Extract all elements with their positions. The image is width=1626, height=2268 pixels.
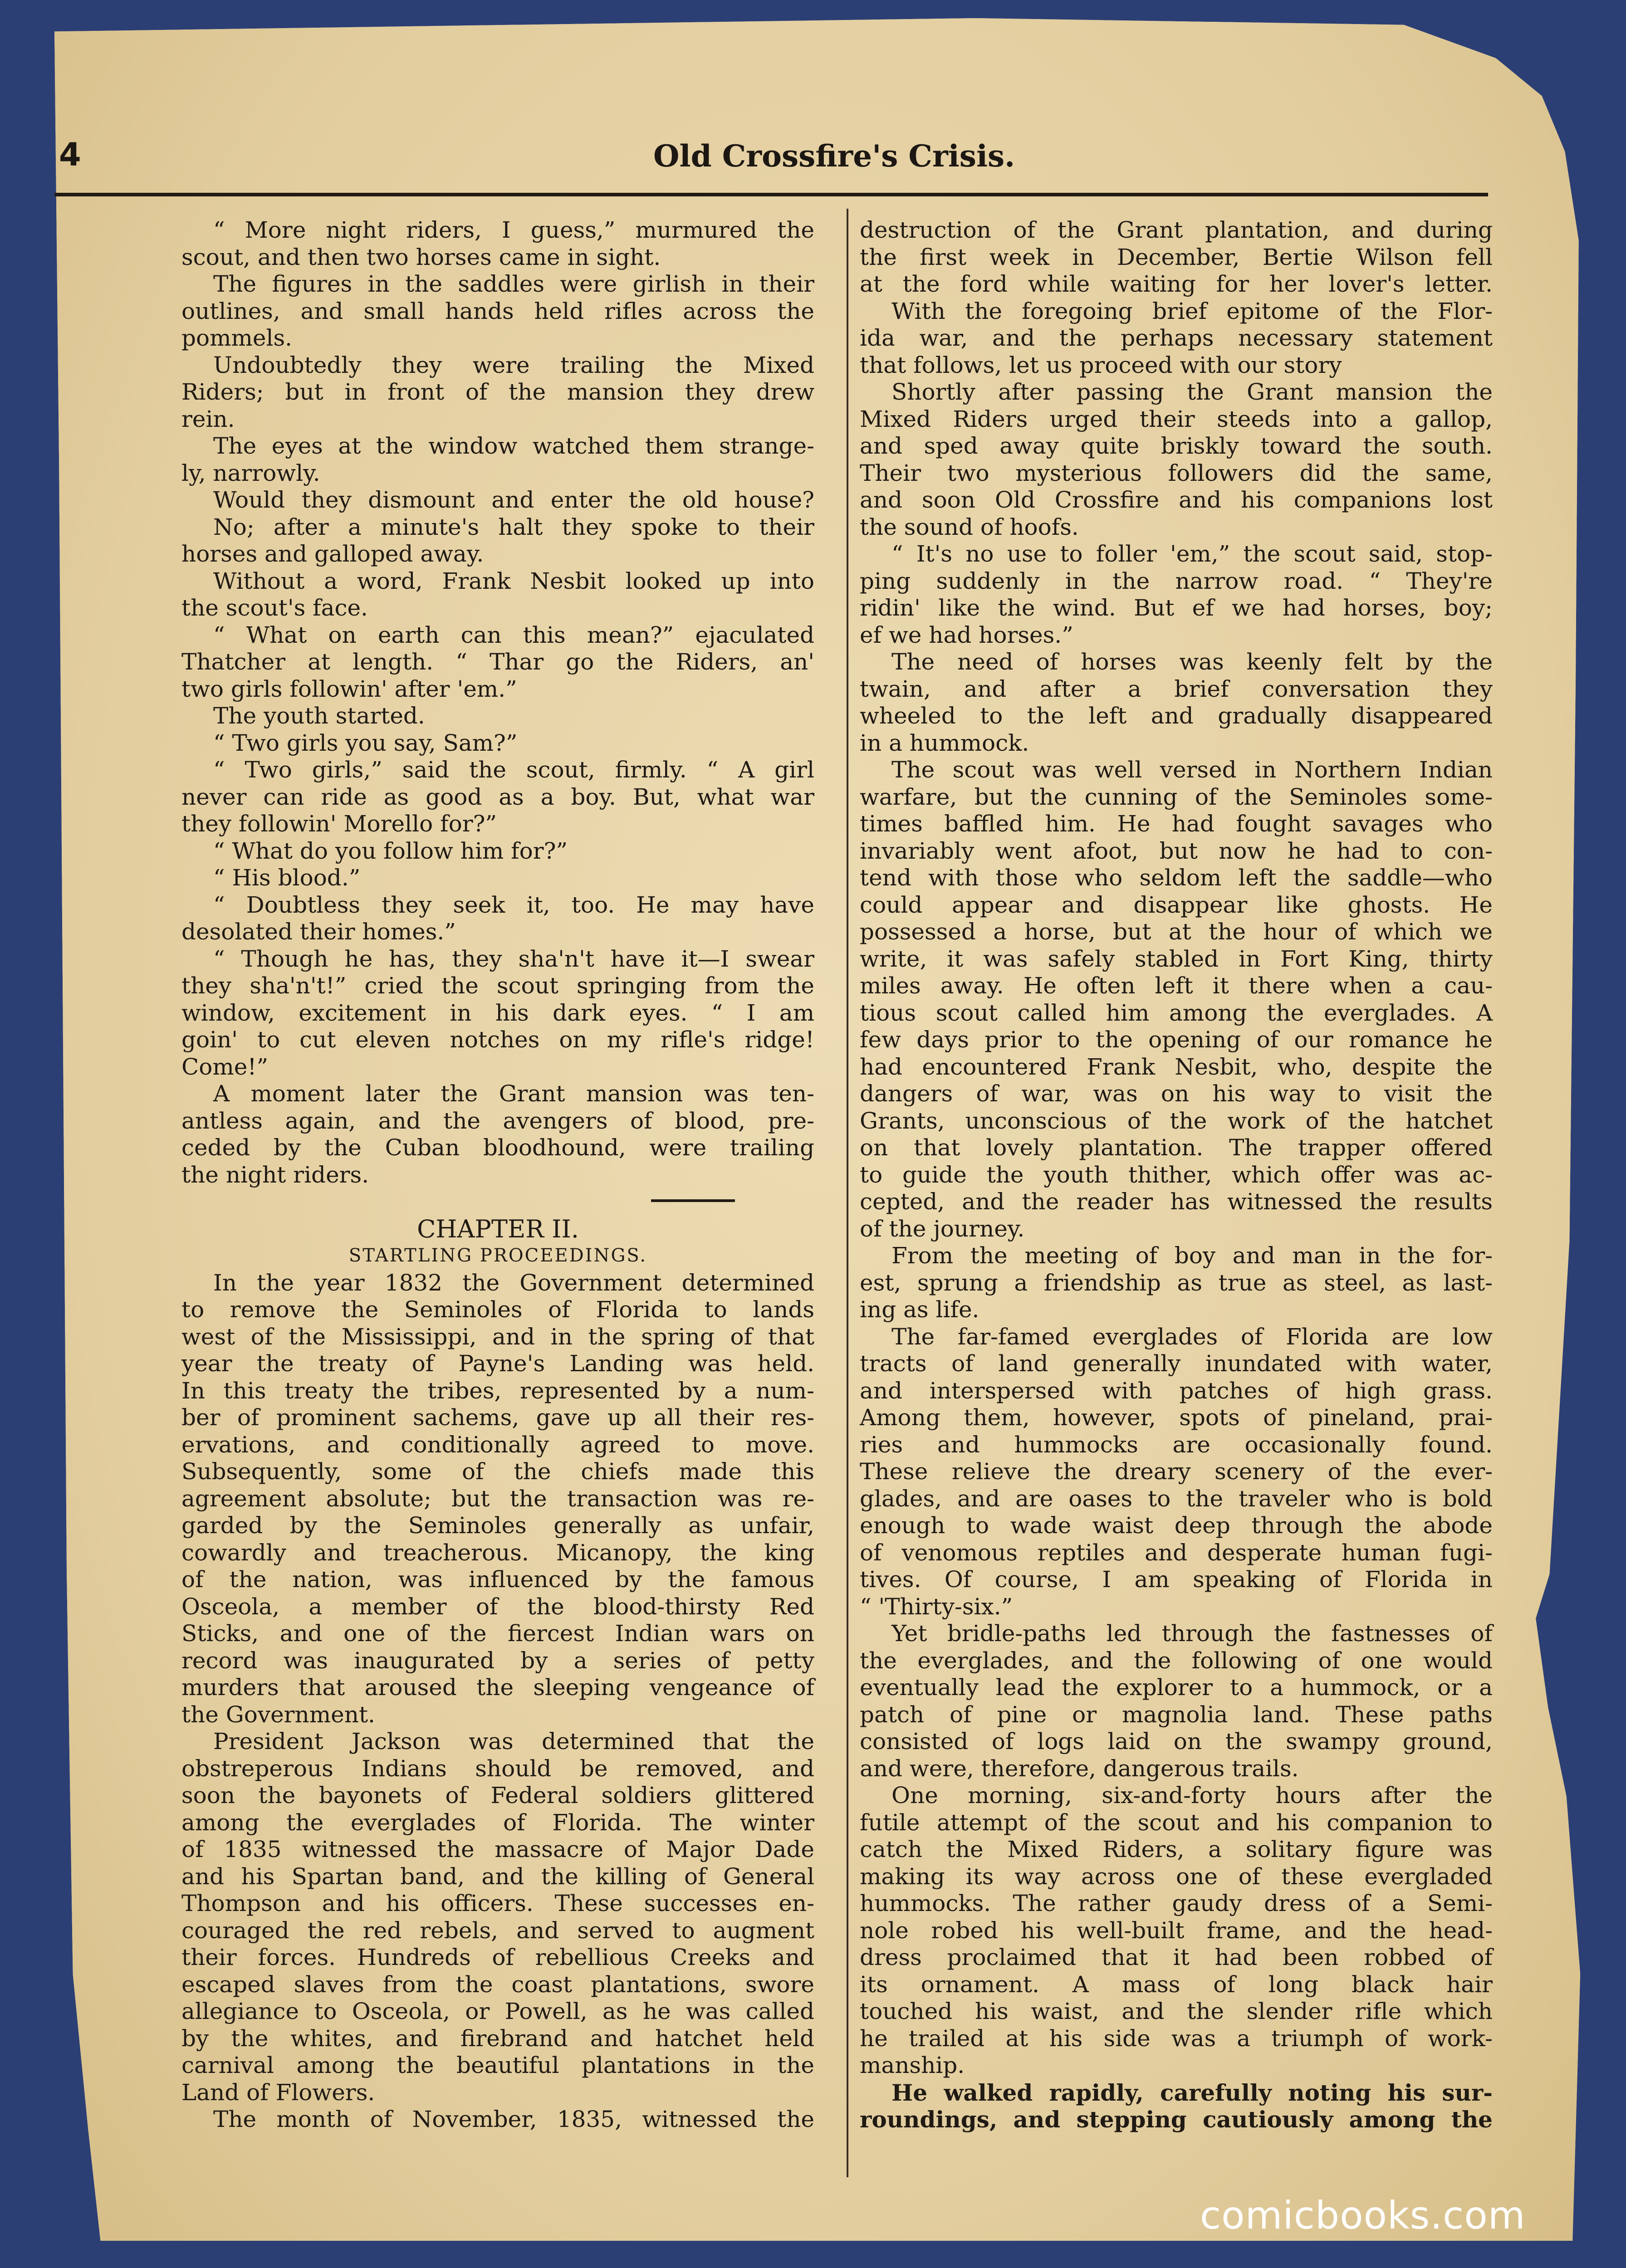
left-column-text-line: “ Doubtless they seek it, too. He may have <box>213 891 814 918</box>
left-column-text-line: by the whites, and firebrand and hatchet held <box>181 2025 814 2052</box>
left-column-text-line: Thompson and his officers. These successes en- <box>181 1890 814 1916</box>
left-column-text-line: The youth started. <box>213 703 425 729</box>
right-column-text-line: He walked rapidly, carefully noting his sur- <box>891 2079 1493 2106</box>
right-column-text-line: dress proclaimed that it had been robbed of <box>860 1944 1493 1970</box>
left-column-text-line: of 1835 witnessed the massacre of Major Dade <box>181 1836 814 1862</box>
chapter-heading: CHAPTER II. <box>417 1214 579 1243</box>
left-column-text-line: ervations, and conditionally agreed to move. <box>181 1431 814 1458</box>
left-column-text-line: The month of November, 1835, witnessed the <box>213 2106 814 2132</box>
left-column-text-line: year the treaty of Payne's Landing was held. <box>181 1350 814 1377</box>
left-column-text-line: soon the bayonets of Federal soldiers glittered <box>181 1782 814 1809</box>
right-column-text-line: touched his waist, and the slender rifle which <box>860 1998 1493 2024</box>
right-column-text-line: From the meeting of boy and man in the for- <box>891 1242 1493 1269</box>
right-column-text-line: glades, and are oases to the traveler who is bold <box>860 1485 1493 1512</box>
left-column-text-line: they followin' Morello for?” <box>181 811 497 837</box>
right-column-text-line: the first week in December, Bertie Wilson fell <box>860 244 1493 270</box>
left-column-text-line: pommels. <box>181 325 293 351</box>
right-column-text-line: few days prior to the opening of our romance he <box>860 1026 1493 1053</box>
left-column-text-line: desolated their homes.” <box>181 919 456 945</box>
right-column-text-line: The far-famed everglades of Florida are low <box>891 1323 1493 1350</box>
left-column-text-line: and his Spartan band, and the killing of General <box>181 1863 814 1890</box>
right-column-text-line: the sound of hoofs. <box>860 513 1079 540</box>
right-column-text-line: wheeled to the left and gradually disappeared <box>860 703 1493 729</box>
right-column-text-line: consisted of logs laid on the swampy ground, <box>860 1728 1493 1755</box>
left-column-text-line: ceded by the Cuban bloodhound, were trailing <box>181 1134 814 1161</box>
right-column-text-line: ping suddenly in the narrow road. “ They're <box>860 567 1493 594</box>
right-column-text-line: Their two mysterious followers did the same, <box>860 459 1493 486</box>
right-column-text-line: he trailed at his side was a triumph of work- <box>860 2025 1493 2052</box>
page-number: 4 <box>59 136 81 173</box>
right-column-text-line: had encountered Frank Nesbit, who, despite the <box>860 1053 1493 1080</box>
left-column-text-line: west of the Mississippi, and in the spring of that <box>181 1323 814 1350</box>
left-column-text-line: the scout's face. <box>181 595 368 621</box>
right-column-text-line: to guide the youth thither, which offer was ac- <box>860 1161 1493 1188</box>
left-column-text-line: couraged the red rebels, and served to augment <box>181 1917 814 1944</box>
left-column-text-line: “ His blood.” <box>213 865 361 891</box>
right-column-text-line: ridin' like the wind. But ef we had horses, boy; <box>860 595 1493 621</box>
right-column-text-line: manship. <box>860 2052 965 2078</box>
right-column-text-line: on that lovely plantation. The trapper offered <box>860 1134 1493 1161</box>
left-column-text-line: of the nation, was influenced by the famous <box>181 1566 814 1593</box>
right-column-text-line: One morning, six-and-forty hours after the <box>891 1782 1493 1809</box>
left-column-text-line: ly, narrowly. <box>181 459 320 486</box>
left-column-text-line: obstreperous Indians should be removed, and <box>181 1755 814 1782</box>
column-divider <box>847 209 848 2177</box>
left-column-text-line: ber of prominent sachems, gave up all their res- <box>181 1404 814 1431</box>
right-column-text-line: Yet bridle-paths led through the fastnesses of <box>891 1620 1493 1647</box>
right-column-text-line: Among them, however, spots of pineland, prai- <box>860 1404 1493 1431</box>
right-column-text-line: of venomous reptiles and desperate human fugi- <box>860 1539 1493 1566</box>
right-column-text-line: tracts of land generally inundated with water, <box>860 1350 1493 1377</box>
right-column-text-line: times baffled him. He had fought savages who <box>860 811 1493 837</box>
right-column-text-line: at the ford while waiting for her lover's letter. <box>860 271 1493 297</box>
right-column-text-line: The need of horses was keenly felt by the <box>891 649 1493 675</box>
left-column-text-line: among the everglades of Florida. The winter <box>181 1809 814 1836</box>
left-column-text-line: President Jackson was determined that the <box>213 1728 814 1755</box>
right-column-text-line: warfare, but the cunning of the Seminoles some- <box>860 783 1493 810</box>
left-column-text-line: “ What on earth can this mean?” ejaculated <box>213 621 814 648</box>
left-column-text-line: “ Two girls,” said the scout, firmly. “ A girl <box>213 757 814 783</box>
right-column-text-line: tend with those who seldom left the saddle—who <box>860 865 1493 891</box>
watermark: comicbooks.com <box>1200 2193 1526 2238</box>
page-title: Old Crossfire's Crisis. <box>653 138 1015 174</box>
left-column-text-line: rein. <box>181 406 235 432</box>
left-column-text-line: the night riders. <box>181 1161 369 1188</box>
left-column-text-line: escaped slaves from the coast plantations, swore <box>181 1971 814 1998</box>
right-column-text-line: Shortly after passing the Grant mansion the <box>891 379 1493 405</box>
right-column-text-line: est, sprung a friendship as true as steel, as last- <box>860 1269 1493 1296</box>
right-column-text-line: enough to wade waist deep through the abode <box>860 1512 1493 1539</box>
left-column-text-line: they sha'n't!” cried the scout springing from the <box>181 973 814 999</box>
left-column-text-line: garded by the Seminoles generally as unfair, <box>181 1512 814 1539</box>
right-column-text-line: that follows, let us proceed with our story <box>860 352 1342 378</box>
right-column-text-line: With the foregoing brief epitome of the Flor- <box>891 298 1493 324</box>
right-column-text-line: tious scout called him among the everglades. A <box>860 999 1493 1026</box>
left-column-text-line: Sticks, and one of the fiercest Indian wars on <box>181 1620 814 1647</box>
left-column <box>181 217 814 2133</box>
right-column-text-line: possessed a horse, but at the hour of which we <box>860 919 1493 945</box>
right-column-text-line: ries and hummocks are occasionally found. <box>860 1431 1493 1458</box>
right-column-text-line: of the journey. <box>860 1215 1025 1242</box>
section-separator <box>181 1188 814 1216</box>
header-rule <box>54 193 1488 196</box>
right-column-text-line: These relieve the dreary scenery of the ever- <box>860 1458 1493 1485</box>
left-column-text-line: Osceola, a member of the blood-thirsty Red <box>181 1593 814 1620</box>
left-column-text-line: No; after a minute's halt they spoke to their <box>213 513 814 540</box>
left-column-text-line: carnival among the beautiful plantations in the <box>181 2052 814 2078</box>
left-column-text-line: goin' to cut eleven notches on my rifle's ridge! <box>181 1026 814 1053</box>
right-column-text-line: and sped away quite briskly toward the south. <box>860 433 1493 459</box>
right-column-text-line: in a hummock. <box>860 729 1029 756</box>
left-column-text-line: window, excitement in his dark eyes. “ I am <box>181 999 814 1026</box>
left-column-text-line: Riders; but in front of the mansion they drew <box>181 379 814 405</box>
right-column-text-line: write, it was safely stabled in Fort King, thirty <box>860 945 1493 972</box>
left-column-text-line: cowardly and treacherous. Micanopy, the king <box>181 1539 814 1566</box>
right-column-text-line: invariably went afoot, but now he had to con- <box>860 837 1493 864</box>
left-column-text-line: the Government. <box>181 1701 375 1728</box>
left-column-text-line: outlines, and small hands held rifles across the <box>181 298 814 324</box>
right-column-text-line: destruction of the Grant plantation, and during <box>860 217 1493 243</box>
left-column-text-line: A moment later the Grant mansion was ten- <box>213 1080 814 1107</box>
left-column-text-line: Would they dismount and enter the old house? <box>213 487 814 513</box>
left-column-text-line: two girls followin' after 'em.” <box>181 675 517 702</box>
left-column-text-line: In this treaty the tribes, represented by a num- <box>181 1377 814 1404</box>
left-column-text-line: Undoubtedly they were trailing the Mixed <box>213 352 814 378</box>
right-column-text-line: the everglades, and the following of one would <box>860 1647 1493 1674</box>
right-column-text-line: catch the Mixed Riders, a solitary figure was <box>860 1836 1493 1862</box>
left-column-text-line: never can ride as good as a boy. But, what war <box>181 783 814 810</box>
right-column-text-line: hummocks. The rather gaudy dress of a Semi- <box>860 1890 1493 1916</box>
left-column-text-line: In the year 1832 the Government determined <box>213 1269 814 1296</box>
right-column-text-line: could appear and disappear like ghosts. He <box>860 891 1493 918</box>
left-column-text-line: The eyes at the window watched them strange- <box>213 433 814 459</box>
right-column-text-line: tives. Of course, I am speaking of Florida in <box>860 1566 1493 1593</box>
left-column-text-line: Land of Flowers. <box>181 2079 375 2106</box>
right-column-text-line: nole robed his well-built frame, and the head- <box>860 1917 1493 1944</box>
right-column-text-line: patch of pine or magnolia land. These paths <box>860 1701 1493 1728</box>
right-column-text-line: roundings, and stepping cautiously among the <box>860 2106 1493 2133</box>
right-column-text-line: Mixed Riders urged their steeds into a gallop, <box>860 406 1493 432</box>
left-column-text-line: Come!” <box>181 1053 269 1080</box>
right-column <box>860 217 1493 2133</box>
right-column-text-line: “ 'Thirty-six.” <box>860 1593 1013 1620</box>
right-column-text-line: twain, and after a brief conversation they <box>860 675 1493 702</box>
right-column-text-line: “ It's no use to foller 'em,” the scout said, stop- <box>891 541 1493 567</box>
right-column-text-line: ef we had horses.” <box>860 621 1073 648</box>
left-column-text-line: antless again, and the avengers of blood, pre- <box>181 1107 814 1134</box>
chapter-subheading: STARTLING PROCEEDINGS. <box>348 1245 647 1266</box>
left-column-text-line: “ Two girls you say, Sam?” <box>213 729 518 756</box>
left-column-text-line: to remove the Seminoles of Florida to lands <box>181 1296 814 1323</box>
left-column-text-line: “ More night riders, I guess,” murmured the <box>213 217 814 243</box>
right-column-text-line: miles away. He often left it there when a cau- <box>860 973 1493 999</box>
left-column-text-line: their forces. Hundreds of rebellious Creeks and <box>181 1944 814 1970</box>
left-column-text-line: horses and galloped away. <box>181 541 484 567</box>
right-column-text-line: The scout was well versed in Northern Indian <box>891 757 1493 783</box>
left-column-text-line: Subsequently, some of the chiefs made this <box>181 1458 814 1485</box>
right-column-text-line: dangers of war, was on his way to visit the <box>860 1080 1493 1107</box>
right-column-text-line: making its way across one of these evergladed <box>860 1863 1493 1890</box>
left-column-text-line: scout, and then two horses came in sight. <box>181 244 661 270</box>
right-column-text-line: and were, therefore, dangerous trails. <box>860 1755 1299 1782</box>
right-column-text-line: cepted, and the reader has witnessed the results <box>860 1188 1493 1215</box>
left-column-text-line: allegiance to Osceola, or Powell, as he was called <box>181 1998 814 2024</box>
right-column-text-line: and soon Old Crossfire and his companions lost <box>860 487 1493 513</box>
right-column-text-line: ing as life. <box>860 1296 980 1323</box>
left-column-text-line: agreement absolute; but the transaction was re- <box>181 1485 814 1512</box>
right-column-text-line: futile attempt of the scout and his companion to <box>860 1809 1493 1836</box>
right-column-text-line: its ornament. A mass of long black hair <box>860 1971 1493 1998</box>
right-column-text-line: and interspersed with patches of high grass. <box>860 1377 1493 1404</box>
left-column-text-line: The figures in the saddles were girlish in their <box>213 271 814 297</box>
left-column-text-line: “ What do you follow him for?” <box>213 837 568 864</box>
left-column-text-line: murders that aroused the sleeping vengeance of <box>181 1674 814 1701</box>
left-column-text-line: Without a word, Frank Nesbit looked up into <box>213 567 814 594</box>
right-column-text-line: ida war, and the perhaps necessary statement <box>860 325 1493 351</box>
left-column-text-line: record was inaugurated by a series of petty <box>181 1647 814 1674</box>
left-column-text-line: “ Though he has, they sha'n't have it—I swear <box>213 945 814 972</box>
left-column-text-line: Thatcher at length. “ Thar go the Riders, an' <box>181 649 814 675</box>
right-column-text-line: eventually lead the explorer to a hummock, or a <box>860 1674 1493 1701</box>
right-column-text-line: Grants, unconscious of the work of the hatchet <box>860 1107 1493 1134</box>
